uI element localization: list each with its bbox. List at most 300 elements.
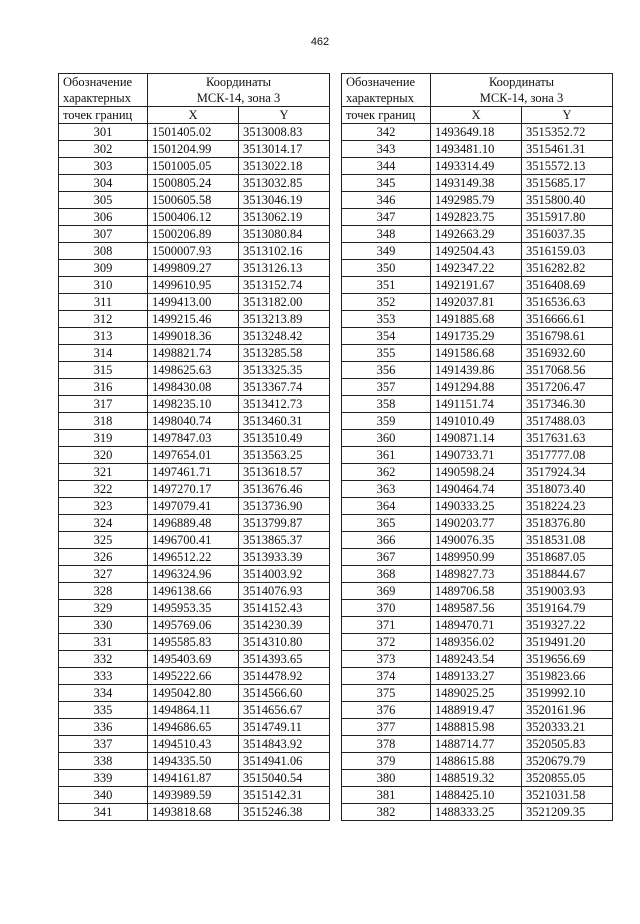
table-row bbox=[59, 328, 330, 345]
table-row bbox=[342, 328, 613, 345]
y-coordinate-cell: 3517488.03 bbox=[522, 413, 613, 430]
y-coordinate-cell: 3517346.30 bbox=[522, 396, 613, 413]
y-coordinate-cell: 3519656.69 bbox=[522, 651, 613, 668]
table-row bbox=[59, 702, 330, 719]
x-coordinate-cell: 1491010.49 bbox=[431, 413, 522, 430]
table-row bbox=[342, 532, 613, 549]
x-coordinate-cell: 1490333.25 bbox=[431, 498, 522, 515]
y-coordinate-cell: 3514003.92 bbox=[239, 566, 330, 583]
table-row bbox=[342, 260, 613, 277]
x-coordinate-cell: 1491294.88 bbox=[431, 379, 522, 396]
point-id-cell: 323 bbox=[59, 498, 148, 515]
y-coordinate-cell: 3513062.19 bbox=[239, 209, 330, 226]
point-id-cell: 380 bbox=[342, 770, 431, 787]
table-row bbox=[59, 158, 330, 175]
y-coordinate-cell: 3515142.31 bbox=[239, 787, 330, 804]
coords-title-line-1: Координаты bbox=[488, 75, 555, 89]
y-coordinate-cell: 3516536.63 bbox=[522, 294, 613, 311]
table-row bbox=[342, 158, 613, 175]
y-coordinate-cell: 3513618.57 bbox=[239, 464, 330, 481]
table-row bbox=[59, 464, 330, 481]
y-coordinate-cell: 3514310.80 bbox=[239, 634, 330, 651]
point-label-header bbox=[342, 74, 431, 107]
x-coordinate-cell: 1489243.54 bbox=[431, 651, 522, 668]
table-row bbox=[59, 651, 330, 668]
x-coordinate-cell: 1497847.03 bbox=[148, 430, 239, 447]
y-coordinate-cell: 3517068.56 bbox=[522, 362, 613, 379]
table-row bbox=[342, 617, 613, 634]
table-row bbox=[342, 770, 613, 787]
point-id-cell: 376 bbox=[342, 702, 431, 719]
table-row bbox=[342, 736, 613, 753]
point-id-cell: 342 bbox=[342, 124, 431, 141]
y-coordinate-cell: 3514749.11 bbox=[239, 719, 330, 736]
x-coordinate-cell: 1490733.71 bbox=[431, 447, 522, 464]
y-coordinate-cell: 3517924.34 bbox=[522, 464, 613, 481]
table-row bbox=[59, 600, 330, 617]
point-id-cell: 335 bbox=[59, 702, 148, 719]
table-row bbox=[342, 413, 613, 430]
x-coordinate-cell: 1495042.80 bbox=[148, 685, 239, 702]
table-row bbox=[59, 192, 330, 209]
point-id-cell: 358 bbox=[342, 396, 431, 413]
point-id-cell: 378 bbox=[342, 736, 431, 753]
point-id-cell: 313 bbox=[59, 328, 148, 345]
x-coordinate-cell: 1492191.67 bbox=[431, 277, 522, 294]
x-coordinate-cell: 1496700.41 bbox=[148, 532, 239, 549]
x-coordinate-cell: 1495769.06 bbox=[148, 617, 239, 634]
x-coordinate-cell: 1501204.99 bbox=[148, 141, 239, 158]
x-coordinate-cell: 1498625.63 bbox=[148, 362, 239, 379]
x-coordinate-cell: 1497270.17 bbox=[148, 481, 239, 498]
point-label-line-2: характерных bbox=[63, 91, 131, 105]
point-id-cell: 371 bbox=[342, 617, 431, 634]
x-coordinate-cell: 1494161.87 bbox=[148, 770, 239, 787]
table-row bbox=[59, 124, 330, 141]
y-coordinate-cell: 3515685.17 bbox=[522, 175, 613, 192]
point-id-cell: 354 bbox=[342, 328, 431, 345]
x-coordinate-cell: 1488519.32 bbox=[431, 770, 522, 787]
y-coordinate-cell: 3519003.93 bbox=[522, 583, 613, 600]
table-row bbox=[342, 464, 613, 481]
point-id-cell: 373 bbox=[342, 651, 431, 668]
x-coordinate-cell: 1488333.25 bbox=[431, 804, 522, 821]
table-row bbox=[59, 447, 330, 464]
point-id-cell: 369 bbox=[342, 583, 431, 600]
y-coordinate-cell: 3515246.38 bbox=[239, 804, 330, 821]
x-coordinate-cell: 1490464.74 bbox=[431, 481, 522, 498]
y-coordinate-cell: 3519164.79 bbox=[522, 600, 613, 617]
point-id-cell: 326 bbox=[59, 549, 148, 566]
y-coordinate-cell: 3516932.60 bbox=[522, 345, 613, 362]
table-row bbox=[342, 804, 613, 821]
y-coordinate-cell: 3520333.21 bbox=[522, 719, 613, 736]
table-row bbox=[342, 345, 613, 362]
table-row bbox=[59, 141, 330, 158]
x-coordinate-cell: 1493314.49 bbox=[431, 158, 522, 175]
table-row bbox=[342, 209, 613, 226]
table-row bbox=[342, 719, 613, 736]
x-coordinate-cell: 1494335.50 bbox=[148, 753, 239, 770]
y-coordinate-cell: 3513367.74 bbox=[239, 379, 330, 396]
table-row bbox=[59, 753, 330, 770]
point-id-cell: 340 bbox=[59, 787, 148, 804]
point-id-cell: 347 bbox=[342, 209, 431, 226]
table-row bbox=[59, 549, 330, 566]
x-coordinate-cell: 1500007.93 bbox=[148, 243, 239, 260]
point-id-cell: 338 bbox=[59, 753, 148, 770]
point-id-cell: 353 bbox=[342, 311, 431, 328]
point-id-cell: 364 bbox=[342, 498, 431, 515]
y-coordinate-cell: 3513022.18 bbox=[239, 158, 330, 175]
table-row bbox=[342, 583, 613, 600]
x-coordinate-cell: 1494686.65 bbox=[148, 719, 239, 736]
point-id-cell: 312 bbox=[59, 311, 148, 328]
x-coordinate-cell: 1499610.95 bbox=[148, 277, 239, 294]
x-coordinate-cell: 1497461.71 bbox=[148, 464, 239, 481]
table-row bbox=[342, 175, 613, 192]
point-id-cell: 319 bbox=[59, 430, 148, 447]
y-coordinate-cell: 3513325.35 bbox=[239, 362, 330, 379]
y-coordinate-cell: 3513563.25 bbox=[239, 447, 330, 464]
y-coordinate-cell: 3515572.13 bbox=[522, 158, 613, 175]
table-row bbox=[342, 651, 613, 668]
table-row bbox=[342, 481, 613, 498]
x-coordinate-cell: 1488919.47 bbox=[431, 702, 522, 719]
point-id-cell: 301 bbox=[59, 124, 148, 141]
table-row bbox=[342, 362, 613, 379]
y-coordinate-cell: 3513102.16 bbox=[239, 243, 330, 260]
y-coordinate-cell: 3515352.72 bbox=[522, 124, 613, 141]
x-coordinate-cell: 1491735.29 bbox=[431, 328, 522, 345]
point-id-cell: 349 bbox=[342, 243, 431, 260]
point-id-cell: 307 bbox=[59, 226, 148, 243]
table-row bbox=[342, 277, 613, 294]
y-coordinate-cell: 3513014.17 bbox=[239, 141, 330, 158]
y-coordinate-cell: 3516666.61 bbox=[522, 311, 613, 328]
point-id-cell: 362 bbox=[342, 464, 431, 481]
point-id-cell: 379 bbox=[342, 753, 431, 770]
x-coordinate-cell: 1498430.08 bbox=[148, 379, 239, 396]
coords-title-line-2: МСК-14, зона 3 bbox=[479, 91, 564, 105]
x-coordinate-cell: 1500406.12 bbox=[148, 209, 239, 226]
table-row bbox=[59, 719, 330, 736]
table-row bbox=[59, 787, 330, 804]
table-row bbox=[59, 583, 330, 600]
y-coordinate-cell: 3518224.23 bbox=[522, 498, 613, 515]
point-id-cell: 357 bbox=[342, 379, 431, 396]
x-coordinate-cell: 1492037.81 bbox=[431, 294, 522, 311]
y-coordinate-cell: 3515040.54 bbox=[239, 770, 330, 787]
x-coordinate-cell: 1498235.10 bbox=[148, 396, 239, 413]
x-coordinate-cell: 1495403.69 bbox=[148, 651, 239, 668]
y-coordinate-cell: 3518531.08 bbox=[522, 532, 613, 549]
point-id-cell: 374 bbox=[342, 668, 431, 685]
y-coordinate-cell: 3517777.08 bbox=[522, 447, 613, 464]
point-id-cell: 363 bbox=[342, 481, 431, 498]
y-coordinate-cell: 3513510.49 bbox=[239, 430, 330, 447]
table-row bbox=[59, 413, 330, 430]
x-coordinate-cell: 1489356.02 bbox=[431, 634, 522, 651]
x-coordinate-cell: 1491151.74 bbox=[431, 396, 522, 413]
y-coordinate-cell: 3519823.66 bbox=[522, 668, 613, 685]
x-coordinate-cell: 1489133.27 bbox=[431, 668, 522, 685]
x-coordinate-cell: 1496889.48 bbox=[148, 515, 239, 532]
point-id-cell: 381 bbox=[342, 787, 431, 804]
y-coordinate-cell: 3516282.82 bbox=[522, 260, 613, 277]
point-id-cell: 346 bbox=[342, 192, 431, 209]
point-id-cell: 360 bbox=[342, 430, 431, 447]
y-coordinate-cell: 3515917.80 bbox=[522, 209, 613, 226]
coordinates-table-left bbox=[58, 73, 330, 821]
y-coordinate-cell: 3518844.67 bbox=[522, 566, 613, 583]
y-coordinate-cell: 3519992.10 bbox=[522, 685, 613, 702]
table-row bbox=[342, 753, 613, 770]
x-coordinate-cell: 1498821.74 bbox=[148, 345, 239, 362]
x-coordinate-cell: 1492823.75 bbox=[431, 209, 522, 226]
x-coordinate-cell: 1488615.88 bbox=[431, 753, 522, 770]
y-coordinate-cell: 3513412.73 bbox=[239, 396, 330, 413]
x-header: X bbox=[431, 107, 522, 124]
y-coordinate-cell: 3514941.06 bbox=[239, 753, 330, 770]
point-id-cell: 310 bbox=[59, 277, 148, 294]
table-row bbox=[59, 396, 330, 413]
table-row bbox=[342, 192, 613, 209]
x-coordinate-cell: 1496512.22 bbox=[148, 549, 239, 566]
table-row bbox=[342, 226, 613, 243]
y-coordinate-cell: 3517206.47 bbox=[522, 379, 613, 396]
y-coordinate-cell: 3520161.96 bbox=[522, 702, 613, 719]
x-coordinate-cell: 1500605.58 bbox=[148, 192, 239, 209]
coordinates-table-right bbox=[341, 73, 613, 821]
table-row bbox=[342, 515, 613, 532]
point-id-cell: 343 bbox=[342, 141, 431, 158]
point-id-cell: 333 bbox=[59, 668, 148, 685]
table-row bbox=[342, 787, 613, 804]
table-row bbox=[59, 294, 330, 311]
y-coordinate-cell: 3514393.65 bbox=[239, 651, 330, 668]
y-coordinate-cell: 3513182.00 bbox=[239, 294, 330, 311]
table-row bbox=[59, 362, 330, 379]
x-header: X bbox=[148, 107, 239, 124]
table-row bbox=[342, 447, 613, 464]
y-coordinate-cell: 3516798.61 bbox=[522, 328, 613, 345]
y-coordinate-cell: 3518073.40 bbox=[522, 481, 613, 498]
y-coordinate-cell: 3516408.69 bbox=[522, 277, 613, 294]
point-id-cell: 339 bbox=[59, 770, 148, 787]
x-coordinate-cell: 1501405.02 bbox=[148, 124, 239, 141]
point-id-cell: 382 bbox=[342, 804, 431, 821]
table-row bbox=[342, 702, 613, 719]
x-coordinate-cell: 1491439.86 bbox=[431, 362, 522, 379]
table-row bbox=[342, 294, 613, 311]
point-id-cell: 325 bbox=[59, 532, 148, 549]
y-coordinate-cell: 3513865.37 bbox=[239, 532, 330, 549]
y-header: Y bbox=[239, 107, 330, 124]
x-coordinate-cell: 1497654.01 bbox=[148, 447, 239, 464]
table-row bbox=[342, 498, 613, 515]
y-coordinate-cell: 3514843.92 bbox=[239, 736, 330, 753]
table-row bbox=[59, 481, 330, 498]
y-coordinate-cell: 3514566.60 bbox=[239, 685, 330, 702]
y-coordinate-cell: 3516037.35 bbox=[522, 226, 613, 243]
coords-title-line-2: МСК-14, зона 3 bbox=[196, 91, 281, 105]
point-id-cell: 311 bbox=[59, 294, 148, 311]
x-coordinate-cell: 1500206.89 bbox=[148, 226, 239, 243]
y-coordinate-cell: 3513126.13 bbox=[239, 260, 330, 277]
table-row bbox=[59, 566, 330, 583]
y-coordinate-cell: 3513080.84 bbox=[239, 226, 330, 243]
y-coordinate-cell: 3517631.63 bbox=[522, 430, 613, 447]
x-coordinate-cell: 1494864.11 bbox=[148, 702, 239, 719]
x-coordinate-cell: 1492985.79 bbox=[431, 192, 522, 209]
y-coordinate-cell: 3514076.93 bbox=[239, 583, 330, 600]
y-coordinate-cell: 3513213.89 bbox=[239, 311, 330, 328]
point-label-line-3: точек границ bbox=[59, 107, 148, 124]
point-id-cell: 316 bbox=[59, 379, 148, 396]
x-coordinate-cell: 1489950.99 bbox=[431, 549, 522, 566]
point-id-cell: 315 bbox=[59, 362, 148, 379]
y-coordinate-cell: 3513152.74 bbox=[239, 277, 330, 294]
y-coordinate-cell: 3513799.87 bbox=[239, 515, 330, 532]
point-id-cell: 330 bbox=[59, 617, 148, 634]
coords-title-line-1: Координаты bbox=[205, 75, 272, 89]
y-coordinate-cell: 3514478.92 bbox=[239, 668, 330, 685]
y-coordinate-cell: 3514152.43 bbox=[239, 600, 330, 617]
y-coordinate-cell: 3513285.58 bbox=[239, 345, 330, 362]
y-coordinate-cell: 3514230.39 bbox=[239, 617, 330, 634]
point-id-cell: 309 bbox=[59, 260, 148, 277]
x-coordinate-cell: 1488425.10 bbox=[431, 787, 522, 804]
y-coordinate-cell: 3515461.31 bbox=[522, 141, 613, 158]
point-id-cell: 355 bbox=[342, 345, 431, 362]
x-coordinate-cell: 1501005.05 bbox=[148, 158, 239, 175]
coords-header bbox=[148, 74, 330, 107]
x-coordinate-cell: 1493818.68 bbox=[148, 804, 239, 821]
table-row bbox=[59, 515, 330, 532]
x-coordinate-cell: 1490203.77 bbox=[431, 515, 522, 532]
point-id-cell: 322 bbox=[59, 481, 148, 498]
x-coordinate-cell: 1496324.96 bbox=[148, 566, 239, 583]
point-id-cell: 344 bbox=[342, 158, 431, 175]
coords-header bbox=[431, 74, 613, 107]
x-coordinate-cell: 1491885.68 bbox=[431, 311, 522, 328]
x-coordinate-cell: 1489025.25 bbox=[431, 685, 522, 702]
point-label-line-2: характерных bbox=[346, 91, 414, 105]
point-id-cell: 334 bbox=[59, 685, 148, 702]
x-coordinate-cell: 1499215.46 bbox=[148, 311, 239, 328]
y-coordinate-cell: 3520505.83 bbox=[522, 736, 613, 753]
point-label-header bbox=[59, 74, 148, 107]
point-id-cell: 318 bbox=[59, 413, 148, 430]
table-row bbox=[59, 345, 330, 362]
x-coordinate-cell: 1488714.77 bbox=[431, 736, 522, 753]
table-row bbox=[342, 379, 613, 396]
y-coordinate-cell: 3519327.22 bbox=[522, 617, 613, 634]
x-coordinate-cell: 1491586.68 bbox=[431, 345, 522, 362]
y-coordinate-cell: 3521031.58 bbox=[522, 787, 613, 804]
y-coordinate-cell: 3520855.05 bbox=[522, 770, 613, 787]
point-id-cell: 303 bbox=[59, 158, 148, 175]
point-id-cell: 321 bbox=[59, 464, 148, 481]
point-id-cell: 365 bbox=[342, 515, 431, 532]
table-row bbox=[59, 277, 330, 294]
point-id-cell: 337 bbox=[59, 736, 148, 753]
point-id-cell: 320 bbox=[59, 447, 148, 464]
table-row bbox=[342, 549, 613, 566]
x-coordinate-cell: 1489706.58 bbox=[431, 583, 522, 600]
y-coordinate-cell: 3516159.03 bbox=[522, 243, 613, 260]
x-coordinate-cell: 1497079.41 bbox=[148, 498, 239, 515]
point-id-cell: 372 bbox=[342, 634, 431, 651]
point-id-cell: 352 bbox=[342, 294, 431, 311]
table-row bbox=[342, 243, 613, 260]
table-row bbox=[59, 243, 330, 260]
point-label-line-1: Обозначение bbox=[346, 75, 416, 89]
x-coordinate-cell: 1493481.10 bbox=[431, 141, 522, 158]
point-id-cell: 345 bbox=[342, 175, 431, 192]
point-id-cell: 377 bbox=[342, 719, 431, 736]
x-coordinate-cell: 1489470.71 bbox=[431, 617, 522, 634]
x-coordinate-cell: 1498040.74 bbox=[148, 413, 239, 430]
table-row bbox=[59, 804, 330, 821]
y-coordinate-cell: 3519491.20 bbox=[522, 634, 613, 651]
table-body-right bbox=[342, 124, 613, 821]
y-coordinate-cell: 3521209.35 bbox=[522, 804, 613, 821]
table-row bbox=[59, 617, 330, 634]
x-coordinate-cell: 1494510.43 bbox=[148, 736, 239, 753]
point-label-line-3: точек границ bbox=[342, 107, 431, 124]
point-id-cell: 359 bbox=[342, 413, 431, 430]
x-coordinate-cell: 1490871.14 bbox=[431, 430, 522, 447]
point-id-cell: 314 bbox=[59, 345, 148, 362]
table-row bbox=[342, 311, 613, 328]
x-coordinate-cell: 1499018.36 bbox=[148, 328, 239, 345]
x-coordinate-cell: 1495953.35 bbox=[148, 600, 239, 617]
y-coordinate-cell: 3513046.19 bbox=[239, 192, 330, 209]
table-row bbox=[342, 124, 613, 141]
point-id-cell: 328 bbox=[59, 583, 148, 600]
table-row bbox=[342, 396, 613, 413]
point-id-cell: 350 bbox=[342, 260, 431, 277]
point-id-cell: 324 bbox=[59, 515, 148, 532]
point-id-cell: 351 bbox=[342, 277, 431, 294]
y-coordinate-cell: 3513008.83 bbox=[239, 124, 330, 141]
x-coordinate-cell: 1500805.24 bbox=[148, 175, 239, 192]
x-coordinate-cell: 1493149.38 bbox=[431, 175, 522, 192]
table-row bbox=[59, 209, 330, 226]
x-coordinate-cell: 1490076.35 bbox=[431, 532, 522, 549]
y-header: Y bbox=[522, 107, 613, 124]
table-row bbox=[59, 532, 330, 549]
x-coordinate-cell: 1492663.29 bbox=[431, 226, 522, 243]
table-row bbox=[59, 260, 330, 277]
y-coordinate-cell: 3518687.05 bbox=[522, 549, 613, 566]
table-row bbox=[342, 430, 613, 447]
y-coordinate-cell: 3515800.40 bbox=[522, 192, 613, 209]
x-coordinate-cell: 1495585.83 bbox=[148, 634, 239, 651]
table-row bbox=[342, 634, 613, 651]
y-coordinate-cell: 3513032.85 bbox=[239, 175, 330, 192]
point-id-cell: 370 bbox=[342, 600, 431, 617]
y-coordinate-cell: 3513676.46 bbox=[239, 481, 330, 498]
table-row bbox=[342, 566, 613, 583]
table-row bbox=[59, 430, 330, 447]
point-id-cell: 306 bbox=[59, 209, 148, 226]
point-id-cell: 368 bbox=[342, 566, 431, 583]
point-id-cell: 304 bbox=[59, 175, 148, 192]
x-coordinate-cell: 1489827.73 bbox=[431, 566, 522, 583]
